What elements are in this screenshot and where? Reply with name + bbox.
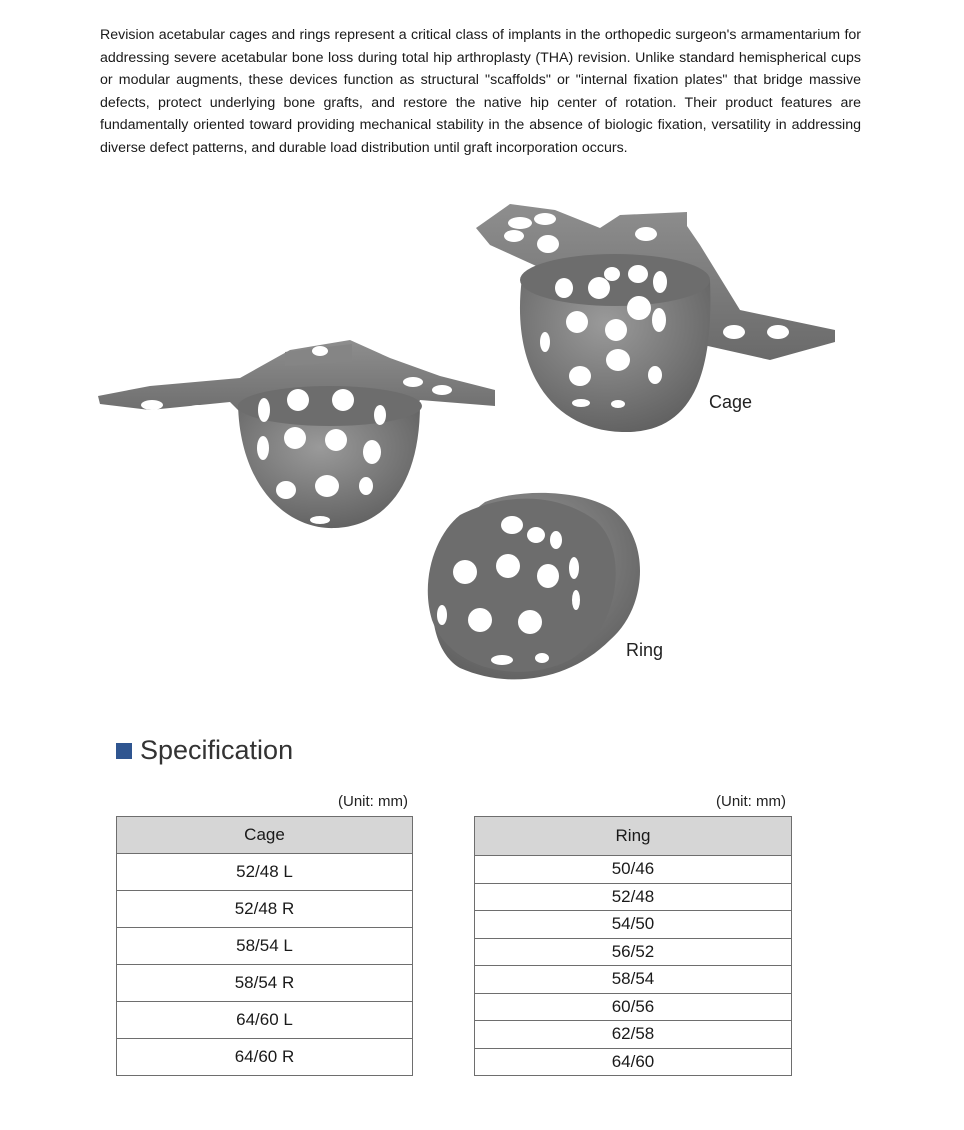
table-row [475,856,792,884]
table-cell: 58/54 R [117,965,413,1002]
cage-left-image [98,340,495,528]
table-row [117,1002,413,1039]
table-cell: 64/60 L [117,1002,413,1039]
table-cell: 52/48 [475,883,792,911]
table-cell: 64/60 [475,1048,792,1076]
table-cell: 58/54 L [117,928,413,965]
table-row [475,1048,792,1076]
table-row [117,891,413,928]
ring-label: Ring [626,640,664,660]
table-row [117,928,413,965]
implant-illustration [90,190,850,700]
cage-right-image [476,204,835,432]
specification-heading [116,735,293,766]
table-row [117,965,413,1002]
table-cell: 56/52 [475,938,792,966]
cage-spec-table [116,816,413,1076]
square-bullet-icon [116,743,132,759]
table-cell: 50/46 [475,856,792,884]
cage-table-header: Cage [117,817,413,854]
ring-unit-note: (Unit: mm) [716,793,786,810]
product-figure [90,190,850,700]
ring-spec-table [474,816,792,1076]
table-cell: 60/56 [475,993,792,1021]
ring-table-header: Ring [475,817,792,856]
table-row [475,911,792,939]
table-cell: 62/58 [475,1021,792,1049]
intro-paragraph: Revision acetabular cages and rings represent a critical class of implants in the orthopedic surgeon's armamentarium for addressing severe acetabular bone loss during total hip arthroplasty (THA) revision. Unlike standard hemispherical cups or modular augments, these devices function as structural "scaffolds" or "internal fixation plates" that bridge massive defects, protect underlying bone grafts, and restore the native hip center of rotation. Their product features are fundamentally oriented toward providing mechanical stability in the absence of biologic fixation, versatility in addressing diverse defect patterns, and durable load distribution until graft incorporation occurs. [100,27,861,156]
cage-label: Cage [709,392,753,412]
table-row [475,993,792,1021]
table-cell: 54/50 [475,911,792,939]
table-row [475,938,792,966]
table-row [117,854,413,891]
table-cell: 64/60 R [117,1039,413,1076]
table-row [117,1039,413,1076]
specification-title: Specification [140,735,294,765]
table-cell: 52/48 L [117,854,413,891]
table-row [475,1021,792,1049]
table-row [475,966,792,994]
table-cell: 58/54 [475,966,792,994]
table-cell: 52/48 R [117,891,413,928]
table-row [475,883,792,911]
ring-image [428,493,640,680]
cage-unit-note: (Unit: mm) [338,793,408,810]
